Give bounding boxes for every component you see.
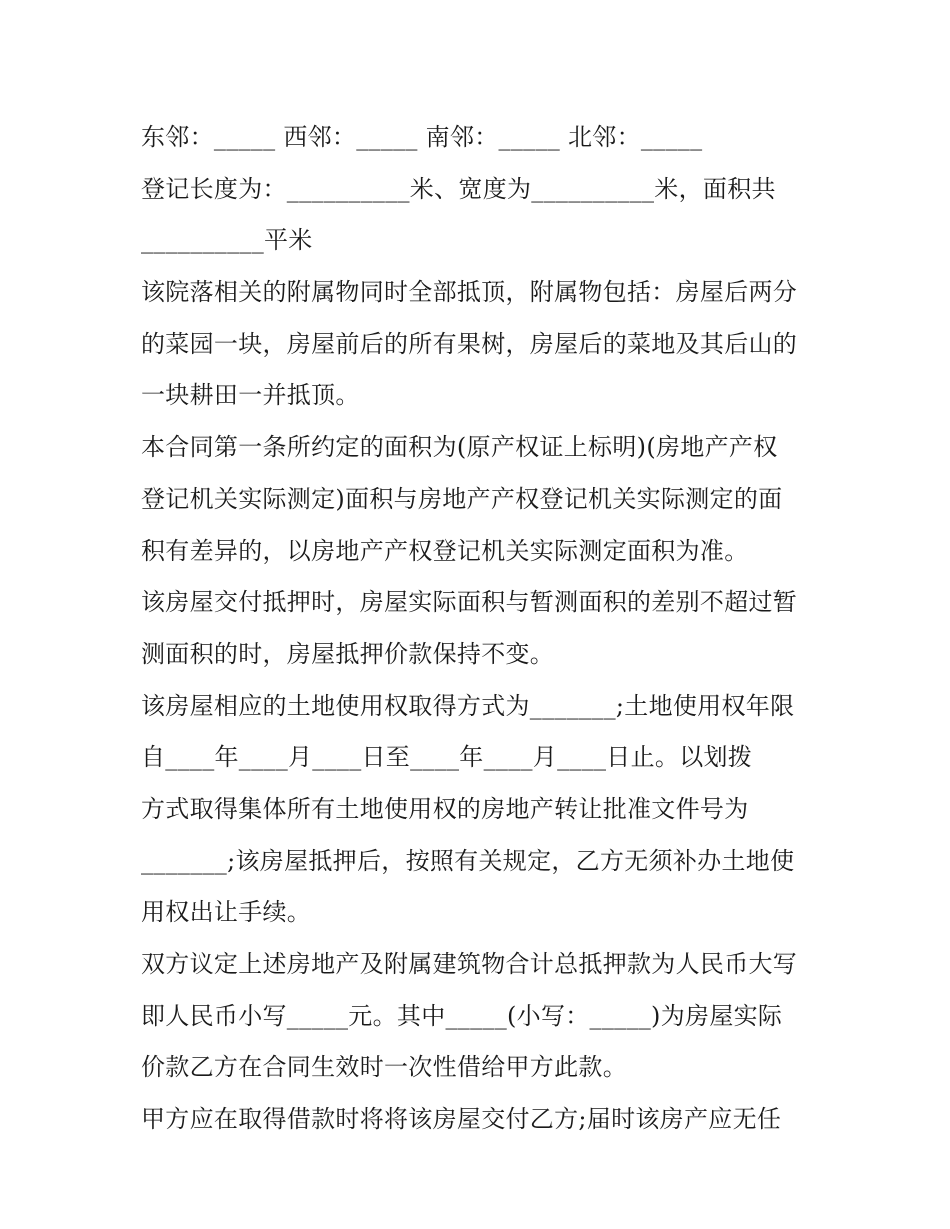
text-line-dimensions: 登记长度为：__________米、宽度为__________米，面积共 [141, 174, 776, 203]
text-line-land-use-4: _______;该房屋抵押后，按照有关规定，乙方无须补办土地使 [141, 846, 795, 875]
text-line-price-1: 双方议定上述房地产及附属建筑物合计总抵押款为人民币大写 [141, 950, 798, 978]
text-line-price-3: 价款乙方在合同生效时一次性借给甲方此款。 [141, 1053, 627, 1082]
text-line-handover: 甲方应在取得借款时将将该房屋交付乙方;届时该房产应无任 [141, 1105, 782, 1134]
text-line-land-use-2: 自____年____月____日至____年____月____日止。以划拨 [141, 743, 753, 772]
text-line-price-2: 即人民币小写_____元。其中_____(小写：_____)为房屋实际 [141, 1001, 783, 1030]
text-line-area-clause-1: 本合同第一条所约定的面积为(原产权证上标明)(房地产产权 [141, 433, 778, 462]
text-line-delivery-2: 测面积的时，房屋抵押价款保持不变。 [141, 639, 555, 668]
text-line-attachments-3: 一块耕田一并抵顶。 [141, 381, 360, 410]
text-line-land-use-5: 用权出让手续。 [141, 898, 312, 927]
document-body [141, 112, 821, 1146]
text-line-area-clause-2: 登记机关实际测定)面积与房地产产权登记机关实际测定的面 [141, 484, 783, 513]
text-line-delivery-1: 该房屋交付抵押时，房屋实际面积与暂测面积的差别不超过暂 [141, 588, 798, 617]
text-line-neighbors: 东邻：_____ 西邻：_____ 南邻：_____ 北邻：_____ [141, 123, 703, 151]
text-line-area-clause-3: 积有差异的，以房地产产权登记机关实际测定面积为准。 [141, 536, 749, 565]
text-line-land-use-1: 该房屋相应的土地使用权取得方式为_______;土地使用权年限 [141, 691, 795, 720]
text-line-attachments-2: 的菜园一块，房屋前后的所有果树，房屋后的菜地及其后山的 [141, 329, 798, 358]
text-line-area: __________平米 [141, 226, 313, 255]
text-line-attachments-1: 该院落相关的附属物同时全部抵顶，附属物包括：房屋后两分 [141, 278, 798, 307]
text-line-land-use-3: 方式取得集体所有土地使用权的房地产转让批准文件号为 [141, 794, 749, 823]
